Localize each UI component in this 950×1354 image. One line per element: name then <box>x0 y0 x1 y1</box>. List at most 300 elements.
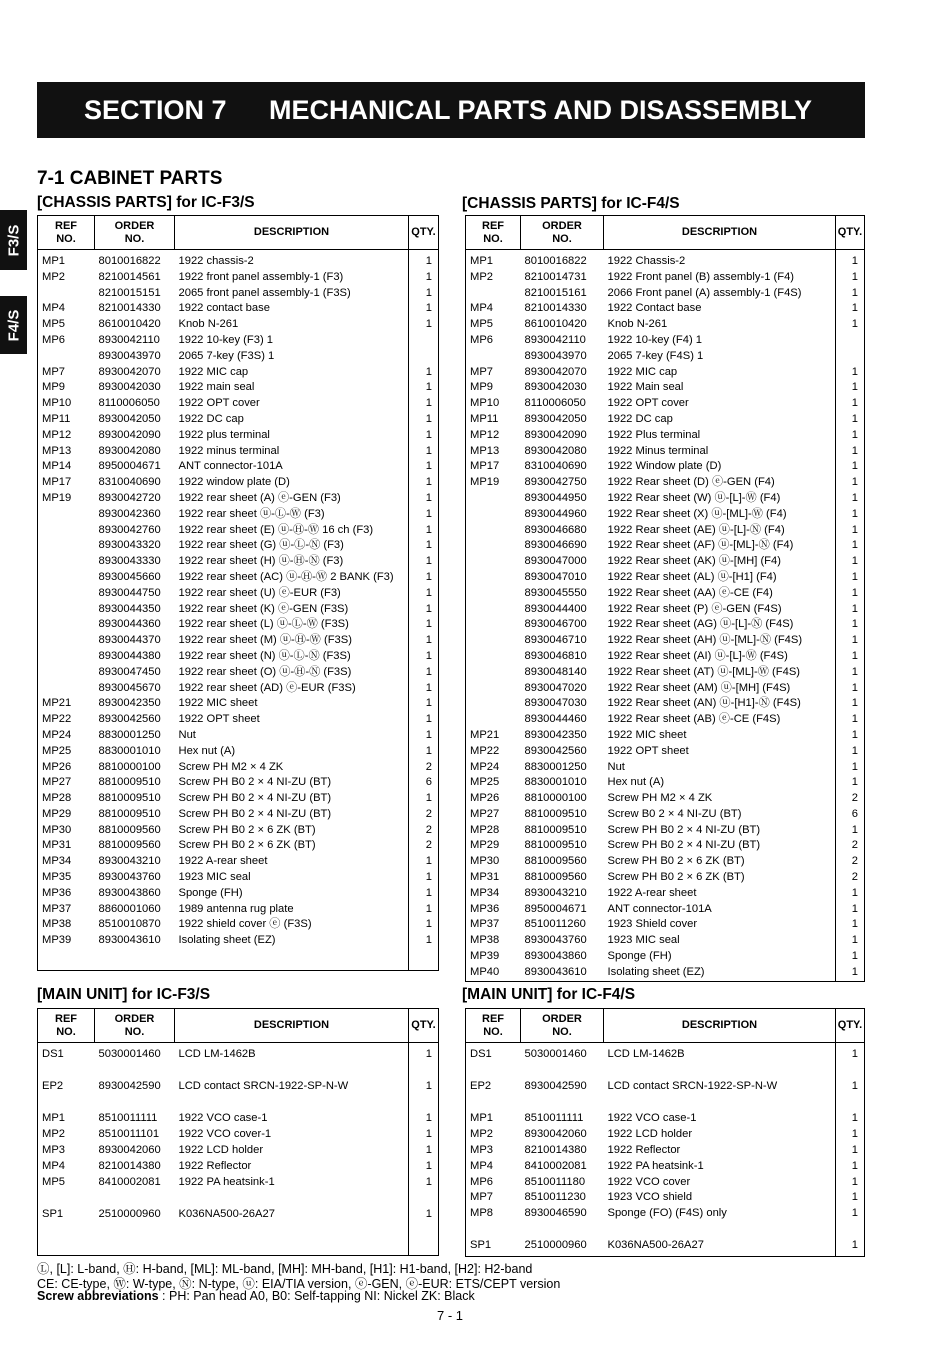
section-title: MECHANICAL PARTS AND DISASSEMBLY <box>269 94 813 125</box>
order-no-cell: 8930042070 <box>98 365 161 378</box>
table-row <box>38 807 439 823</box>
ref-no-cell: MP36 <box>470 902 500 915</box>
qty-cell: 1 <box>425 1159 432 1172</box>
table-row <box>38 696 439 712</box>
description-cell: 1922 Rear sheet (W) ⓤ-[L]-Ⓦ (F4) <box>604 491 836 507</box>
ref-no-cell: MP22 <box>470 744 500 757</box>
order-no-cell: 8930042080 <box>98 444 161 457</box>
ref-no-cell: MP31 <box>470 871 500 884</box>
ref-no-cell: MP1 <box>470 255 494 267</box>
ref-no-cell: MP13 <box>470 444 500 457</box>
ref-no-cell: MP6 <box>42 333 66 346</box>
qty-cell: 1 <box>425 428 432 441</box>
ref-no-cell: MP1 <box>42 255 66 267</box>
ref-no-cell: MP25 <box>470 776 500 789</box>
qty-cell: 1 <box>425 491 432 504</box>
ref-no-cell <box>466 681 521 697</box>
table-row <box>466 775 865 791</box>
description-cell: 1922 Chassis-2 <box>604 250 836 270</box>
order-no-cell: 8930043330 <box>98 555 161 568</box>
description-cell: 1922 A-rear sheet <box>604 886 836 902</box>
qty-cell: 1 <box>851 776 858 789</box>
table-title-main-f3: [MAIN UNIT] for IC-F3/S <box>37 986 211 1003</box>
ref-no-cell: MP4 <box>42 1159 66 1172</box>
table-row <box>38 728 439 744</box>
order-no-cell: 8930042750 <box>524 476 587 489</box>
table-row <box>466 633 865 649</box>
filler-cell <box>836 1254 865 1256</box>
ref-no-cell: MP5 <box>42 1175 66 1188</box>
qty-cell: 2 <box>425 839 432 852</box>
table-row <box>466 791 865 807</box>
description-cell: ANT connector-101A <box>604 902 836 918</box>
qty-cell: 1 <box>851 634 858 647</box>
order-no-cell: 8930044370 <box>98 634 161 647</box>
qty-cell: 2 <box>851 792 858 805</box>
qty-cell: 1 <box>425 886 432 899</box>
filler-cell <box>466 1254 521 1256</box>
ref-no-cell <box>466 1095 521 1111</box>
description-cell: 1922 LCD holder <box>175 1143 409 1159</box>
ref-no-cell: MP30 <box>42 823 72 836</box>
footnote-versions: CE: CE-type, Ⓦ: W-type, Ⓝ: N-type, ⓤ: EIA/TIA version, ⓔ-GEN, ⓔ-EUR: ETS/CEPT version <box>37 1277 561 1291</box>
ref-no-cell <box>466 712 521 728</box>
subsection-title: 7-1 CABINET PARTS <box>37 168 223 189</box>
ref-no-cell: MP28 <box>470 823 500 836</box>
qty-cell: 1 <box>851 649 858 662</box>
footnote-screws-label: Screw abbreviations <box>37 1289 159 1303</box>
filler-cell <box>175 1223 409 1256</box>
ref-no-cell <box>466 665 521 681</box>
qty-cell: 1 <box>425 1175 432 1188</box>
ref-no-cell: MP2 <box>42 270 66 283</box>
description-cell: 1922 rear sheet (G) ⓤ-Ⓛ-Ⓝ (F3) <box>175 538 409 554</box>
description-cell: 1922 Plus terminal <box>604 428 836 444</box>
qty-cell: 1 <box>851 507 858 520</box>
qty-cell <box>409 349 439 365</box>
description-cell: Sponge (FH) <box>604 949 836 965</box>
ref-no-cell: MP4 <box>470 302 494 315</box>
order-no-cell: 8810009510 <box>524 807 587 820</box>
qty-cell: 1 <box>425 681 432 694</box>
ref-no-cell <box>38 349 95 365</box>
order-no-cell: 8810000100 <box>98 760 161 773</box>
ref-no-cell: MP36 <box>42 886 72 899</box>
order-no-cell <box>95 1063 175 1079</box>
description-cell: 1922 VCO cover-1 <box>175 1127 409 1143</box>
qty-cell: 1 <box>851 1239 858 1252</box>
description-cell: ANT connector-101A <box>175 459 409 475</box>
description-cell: 1922 Main seal <box>604 380 836 396</box>
order-no-cell: 8510011260 <box>524 918 586 931</box>
table-title-main-f4: [MAIN UNIT] for IC-F4/S <box>462 986 636 1003</box>
table-row <box>466 428 865 444</box>
description-cell: Nut <box>604 760 836 776</box>
order-no-cell: 8930043610 <box>98 934 161 947</box>
qty-header: QTY. <box>836 216 865 250</box>
order-no-cell: 2510000960 <box>524 1239 587 1252</box>
table-row <box>38 617 439 633</box>
ref-no-cell: MP24 <box>470 760 500 773</box>
ref-no-cell: MP40 <box>470 965 500 978</box>
table-row <box>38 823 439 839</box>
ref-no-cell <box>38 570 95 586</box>
qty-cell: 1 <box>851 602 858 615</box>
table-row <box>466 333 865 349</box>
order-no-cell: 8930043860 <box>98 886 161 899</box>
order-no-header: ORDER NO. <box>95 1009 175 1043</box>
ref-no-cell <box>466 523 521 539</box>
table-header-row <box>466 1009 865 1043</box>
description-cell: LCD LM-1462B <box>604 1043 836 1063</box>
qty-cell: 1 <box>425 412 432 425</box>
filler-cell <box>409 949 439 970</box>
order-no-cell: 8110006050 <box>524 397 586 410</box>
qty-cell: 1 <box>425 302 432 315</box>
table-row <box>38 602 439 618</box>
description-header: DESCRIPTION <box>604 216 836 250</box>
ref-no-cell: MP27 <box>42 776 72 789</box>
ref-no-cell <box>466 554 521 570</box>
description-cell: Nut <box>175 728 409 744</box>
order-no-cell: 8210014731 <box>524 270 587 283</box>
description-cell: Sponge (FH) <box>175 886 409 902</box>
table-row <box>466 1222 865 1238</box>
filler-cell <box>38 949 95 970</box>
filler-cell <box>521 1254 604 1256</box>
ref-no-cell: MP1 <box>470 1112 494 1125</box>
table-row <box>38 301 439 317</box>
description-cell: 1922 Rear sheet (AK) ⓤ-[MH] (F4) <box>604 554 836 570</box>
ref-no-cell <box>38 554 95 570</box>
ref-no-cell <box>38 1095 95 1111</box>
order-no-cell: 8930045550 <box>524 586 587 599</box>
description-cell: Screw PH B0 2 × 4 NI-ZU (BT) <box>604 823 836 839</box>
table-row <box>38 412 439 428</box>
order-no-cell: 8310040690 <box>98 476 161 489</box>
description-cell: 1922 Reflector <box>604 1143 836 1159</box>
table-header-row <box>466 216 865 250</box>
order-no-cell: 8930042090 <box>524 428 587 441</box>
ref-no-cell <box>38 538 95 554</box>
description-cell <box>604 1095 836 1111</box>
description-cell <box>175 1063 409 1079</box>
order-no-cell: 8810009560 <box>98 823 161 836</box>
description-cell: LCD contact SRCN-1922-SP-N-W <box>175 1079 409 1095</box>
order-no-cell: 8930042090 <box>98 428 161 441</box>
qty-cell: 1 <box>425 555 432 568</box>
description-cell: 1922 Rear sheet (X) ⓤ-[ML]-Ⓦ (F4) <box>604 507 836 523</box>
description-cell: 1922 rear sheet ⓤ-Ⓛ-Ⓦ (F3) <box>175 507 409 523</box>
qty-cell: 1 <box>851 760 858 773</box>
order-no-cell: 8810009510 <box>98 807 161 820</box>
description-cell: 1922 PA heatsink-1 <box>604 1159 836 1175</box>
qty-cell: 1 <box>425 444 432 457</box>
ref-no-cell <box>466 491 521 507</box>
order-no-cell: 5030001460 <box>524 1048 587 1060</box>
order-no-cell: 8830001250 <box>524 760 587 773</box>
table-row <box>466 965 865 981</box>
qty-cell: 1 <box>851 934 858 947</box>
table-row <box>466 317 865 333</box>
table-row <box>38 554 439 570</box>
table-row <box>466 412 865 428</box>
qty-cell: 1 <box>851 491 858 504</box>
description-cell: 1922 MIC cap <box>604 365 836 381</box>
qty-cell: 1 <box>851 918 858 931</box>
table-row <box>38 775 439 791</box>
description-cell: 1922 rear sheet (AC) ⓤ-Ⓗ-Ⓦ 2 BANK (F3) <box>175 570 409 586</box>
qty-cell: 1 <box>425 1207 432 1220</box>
ref-no-cell: MP34 <box>470 886 500 899</box>
ref-no-cell: MP10 <box>470 397 500 410</box>
qty-cell: 1 <box>425 255 432 267</box>
order-no-cell <box>521 1063 604 1079</box>
ref-no-cell: MP13 <box>42 444 72 457</box>
order-no-cell: 8930046700 <box>524 618 587 631</box>
description-cell: 1922 VCO case-1 <box>175 1111 409 1127</box>
description-cell: Screw PH B0 2 × 4 NI-ZU (BT) <box>604 838 836 854</box>
qty-cell: 1 <box>851 302 858 315</box>
ref-no-cell: MP2 <box>42 1128 66 1141</box>
description-cell: 1922 VCO case-1 <box>604 1111 836 1127</box>
table-row <box>466 696 865 712</box>
ref-no-header: REF NO. <box>38 1009 95 1043</box>
description-cell: 1922 window plate (D) <box>175 475 409 491</box>
order-no-cell: 8410002081 <box>98 1175 161 1188</box>
description-cell: Isolating sheet (EZ) <box>604 965 836 981</box>
table-row <box>38 1079 439 1095</box>
ref-no-cell <box>38 633 95 649</box>
description-cell: 1922 Rear sheet (P) ⓔ-GEN (F4S) <box>604 602 836 618</box>
qty-cell: 1 <box>851 523 858 536</box>
qty-cell: 1 <box>851 823 858 836</box>
order-no-cell: 8510010870 <box>98 918 161 931</box>
description-cell: 1922 contact base <box>175 301 409 317</box>
table-row <box>38 538 439 554</box>
table-row <box>38 886 439 902</box>
ref-no-cell: MP11 <box>470 412 499 425</box>
table-row <box>466 475 865 491</box>
description-cell: 1923 Shield cover <box>604 917 836 933</box>
order-no-cell: 8930046710 <box>524 634 587 647</box>
table-row <box>466 838 865 854</box>
order-no-cell: 8510011111 <box>98 1112 158 1125</box>
ref-no-cell: MP38 <box>42 918 72 931</box>
table-row <box>38 523 439 539</box>
order-no-cell: 8930047030 <box>524 697 587 710</box>
table-row <box>38 665 439 681</box>
qty-cell: 1 <box>425 792 432 805</box>
ref-no-cell <box>466 507 521 523</box>
table-row <box>38 1111 439 1127</box>
qty-cell: 1 <box>851 397 858 410</box>
order-no-cell: 8930048140 <box>524 665 587 678</box>
qty-cell: 1 <box>425 381 432 394</box>
description-cell: 1922 rear sheet (L) ⓤ-Ⓛ-Ⓦ (F3S) <box>175 617 409 633</box>
order-no-cell: 8510011180 <box>524 1175 586 1188</box>
description-cell: 2065 7-key (F3S) 1 <box>175 349 409 365</box>
order-no-cell: 8510011101 <box>98 1128 160 1141</box>
order-no-header: ORDER NO. <box>95 216 175 250</box>
table-row <box>466 1095 865 1111</box>
order-no-cell: 8930043210 <box>98 855 161 868</box>
table-row <box>38 870 439 886</box>
qty-cell: 1 <box>851 286 858 299</box>
ref-no-cell: MP22 <box>42 713 72 726</box>
table-row <box>466 728 865 744</box>
ref-no-cell: MP4 <box>42 302 66 315</box>
qty-cell: 1 <box>851 318 858 331</box>
description-cell: 1922 chassis-2 <box>175 250 409 270</box>
table-row <box>466 617 865 633</box>
qty-cell: 1 <box>851 697 858 710</box>
table-row <box>38 428 439 444</box>
qty-cell: 1 <box>425 713 432 726</box>
ref-no-cell: MP21 <box>42 697 72 710</box>
description-cell: 1922 shield cover ⓔ (F3S) <box>175 917 409 933</box>
qty-cell: 6 <box>851 807 858 820</box>
order-no-cell: 8930044750 <box>98 586 161 599</box>
qty-cell: 1 <box>425 871 432 884</box>
table-row <box>466 1175 865 1191</box>
description-cell: 1922 Reflector <box>175 1159 409 1175</box>
qty-cell: 1 <box>851 950 858 963</box>
ref-no-cell: MP39 <box>470 950 500 963</box>
table-row <box>466 1238 865 1254</box>
table-row <box>466 444 865 460</box>
description-cell: LCD contact SRCN-1922-SP-N-W <box>604 1079 836 1095</box>
description-cell: Screw PH B0 2 × 4 NI-ZU (BT) <box>175 775 409 791</box>
qty-cell: 1 <box>425 270 432 283</box>
footnote-bands: Ⓛ, [L]: L-band, Ⓗ: H-band, [ML]: ML-band, [MH]: MH-band, [H1]: H1-band, [H2]: H2-band <box>37 1262 533 1276</box>
ref-no-cell: EP2 <box>42 1080 64 1093</box>
description-header: DESCRIPTION <box>604 1009 836 1043</box>
description-cell: 2065 front panel assembly-1 (F3S) <box>175 286 409 302</box>
order-no-header: ORDER NO. <box>521 1009 604 1043</box>
table-row <box>38 712 439 728</box>
qty-cell: 1 <box>851 681 858 694</box>
order-no-cell: 8930042060 <box>524 1128 587 1141</box>
table-row <box>466 1079 865 1095</box>
description-cell: 1922 Rear sheet (D) ⓔ-GEN (F4) <box>604 475 836 491</box>
order-no-cell: 8930047450 <box>98 665 161 678</box>
description-cell: 1922 Rear sheet (AI) ⓤ-[L]-Ⓦ (F4S) <box>604 649 836 665</box>
order-no-cell: 8310040690 <box>524 460 587 473</box>
description-cell: 1922 rear sheet (N) ⓤ-Ⓛ-Ⓝ (F3S) <box>175 649 409 665</box>
qty-cell: 2 <box>851 855 858 868</box>
ref-no-cell <box>466 1063 521 1079</box>
order-no-header: ORDER NO. <box>521 216 604 250</box>
filler-cell <box>175 949 409 970</box>
filler-cell <box>604 1254 836 1256</box>
order-no-cell: 8930042050 <box>524 412 587 425</box>
footnote-screws-text: : PH: Pan head A0, B0: Self-tapping NI: Nickel ZK: Black <box>158 1289 475 1303</box>
description-cell: 1922 rear sheet (AD) ⓔ-EUR (F3S) <box>175 681 409 697</box>
table-row <box>466 554 865 570</box>
table-row <box>38 649 439 665</box>
order-no-cell: 8930044380 <box>98 649 161 662</box>
qty-cell: 1 <box>425 570 432 583</box>
table-row <box>466 570 865 586</box>
order-no-cell: 8930042030 <box>98 381 161 394</box>
description-cell: Hex nut (A) <box>604 775 836 791</box>
ref-no-cell <box>466 602 521 618</box>
qty-cell: 1 <box>425 460 432 473</box>
table-row <box>38 459 439 475</box>
ref-no-cell: MP19 <box>470 476 500 489</box>
order-no-cell: 8930044350 <box>98 602 161 615</box>
table-row <box>466 870 865 886</box>
table-row <box>466 665 865 681</box>
order-no-cell: 8930043760 <box>524 934 587 947</box>
ref-no-cell: MP2 <box>470 270 494 283</box>
table-row <box>38 1043 439 1063</box>
table-row <box>466 459 865 475</box>
ref-no-cell: MP39 <box>42 934 72 947</box>
description-cell: Screw PH B0 2 × 4 NI-ZU (BT) <box>175 807 409 823</box>
order-no-cell: 8930042590 <box>98 1080 161 1093</box>
table-row <box>466 1159 865 1175</box>
table-row <box>38 1207 439 1223</box>
description-cell: 1922 OPT cover <box>604 396 836 412</box>
ref-no-cell: MP29 <box>470 839 500 852</box>
ref-no-cell: MP14 <box>42 460 72 473</box>
qty-cell: 1 <box>851 444 858 457</box>
ref-no-cell: MP12 <box>42 428 72 441</box>
ref-no-cell: MP11 <box>42 412 71 425</box>
ref-no-cell: MP24 <box>42 728 72 741</box>
qty-cell: 1 <box>851 886 858 899</box>
qty-cell <box>409 1063 439 1079</box>
qty-cell <box>409 1095 439 1111</box>
ref-no-cell: MP38 <box>470 934 500 947</box>
qty-cell: 1 <box>425 618 432 631</box>
ref-no-header: REF NO. <box>38 216 95 250</box>
order-no-cell: 8930042350 <box>524 728 587 741</box>
table-row <box>38 681 439 697</box>
table-row <box>466 649 865 665</box>
ref-no-cell: MP35 <box>42 871 72 884</box>
order-no-cell: 8810009510 <box>524 823 587 836</box>
qty-cell <box>836 1063 865 1079</box>
description-cell: 1922 LCD holder <box>604 1127 836 1143</box>
table-row <box>466 1190 865 1206</box>
qty-cell: 1 <box>851 1207 858 1220</box>
order-no-cell: 8930045670 <box>98 681 161 694</box>
description-cell: 1922 10-key (F4) 1 <box>604 333 836 349</box>
qty-cell: 1 <box>851 665 858 678</box>
ref-no-cell <box>466 649 521 665</box>
order-no-cell: 8830001010 <box>524 776 587 789</box>
qty-cell: 1 <box>851 586 858 599</box>
order-no-cell: 8930042350 <box>98 697 161 710</box>
ref-no-cell <box>38 617 95 633</box>
qty-cell: 1 <box>425 918 432 931</box>
ref-no-cell: MP7 <box>470 1191 494 1204</box>
description-cell: 1922 Rear sheet (AG) ⓤ-[L]-Ⓝ (F4S) <box>604 617 836 633</box>
order-no-cell: 8210014380 <box>98 1159 161 1172</box>
order-no-cell <box>95 1095 175 1111</box>
order-no-cell: 8950004671 <box>524 902 587 915</box>
description-cell: 1922 minus terminal <box>175 444 409 460</box>
order-no-cell: 8510011111 <box>524 1112 584 1125</box>
description-cell: 1989 antenna rug plate <box>175 902 409 918</box>
order-no-cell: 8210015151 <box>98 286 161 299</box>
ref-no-cell <box>466 1222 521 1238</box>
ref-no-cell: MP17 <box>470 460 500 473</box>
order-no-cell: 8930046690 <box>524 539 587 552</box>
